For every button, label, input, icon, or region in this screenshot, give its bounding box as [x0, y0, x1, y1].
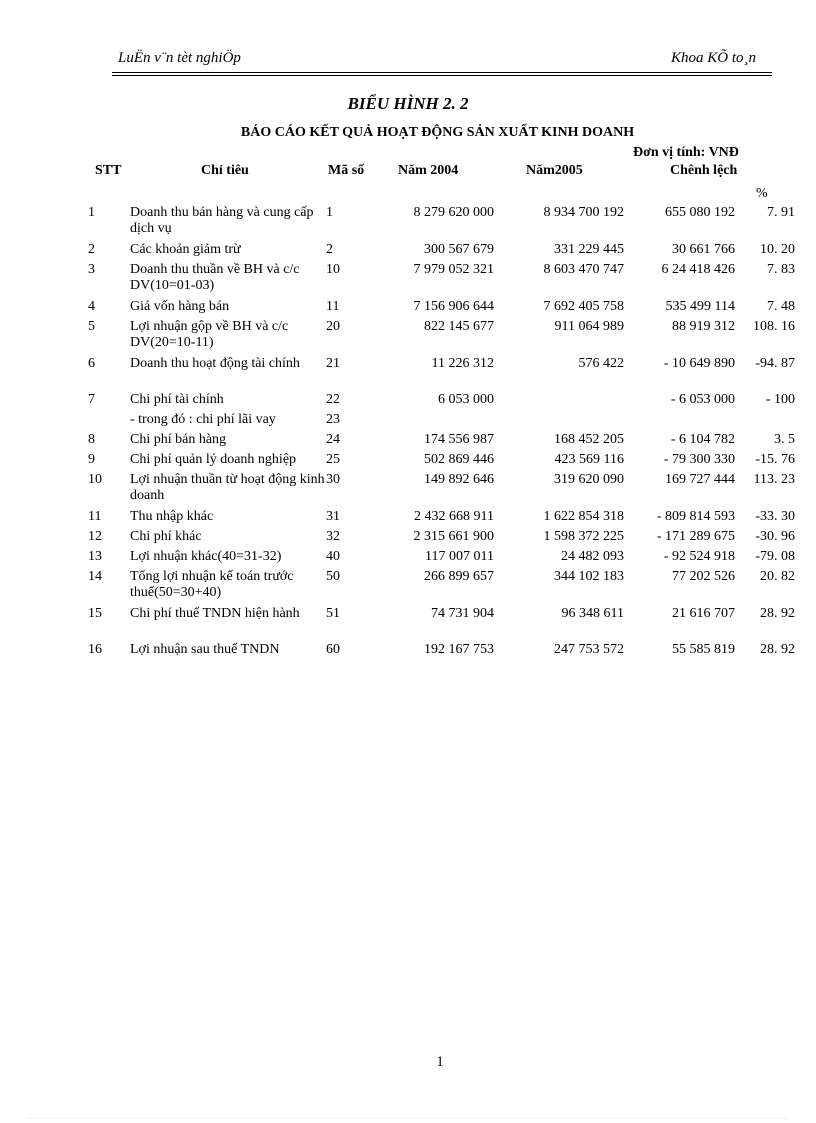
row-value-pct: 28. 92	[760, 606, 795, 621]
row-code: 10	[326, 262, 340, 277]
row-value-2004: 7 979 052 321	[413, 262, 494, 277]
row-value-diff: - 92 524 918	[663, 549, 735, 564]
row-name: Chi phí quản lý doanh nghiệp	[130, 452, 297, 467]
row-value-2004: 174 556 987	[424, 432, 494, 447]
figure-title: BIỂU HÌNH 2. 2	[347, 94, 469, 113]
row-value-pct: 20. 82	[760, 569, 795, 584]
row-name: Thu nhập khác	[130, 509, 214, 524]
row-code: 50	[326, 569, 340, 584]
row-stt: 5	[88, 319, 95, 334]
row-code: 25	[326, 452, 340, 467]
header-rule	[112, 72, 772, 73]
row-value-pct: 113. 23	[753, 472, 795, 487]
row-code: 31	[326, 509, 340, 524]
row-value-2005: 96 348 611	[561, 606, 624, 621]
row-value-2005: 1 598 372 225	[543, 529, 624, 544]
row-value-pct: -33. 30	[755, 509, 795, 524]
row-value-2005: 8 603 470 747	[543, 262, 624, 277]
row-name: Doanh thu bán hàng và cung cấp dịch vụ	[130, 205, 314, 236]
row-value-2004: 2 315 661 900	[413, 529, 494, 544]
row-stt: 6	[88, 356, 95, 371]
row-name: Chi phí thuế TNDN hiện hành	[130, 606, 300, 621]
row-value-2005: 319 620 090	[554, 472, 624, 487]
row-value-diff: - 809 814 593	[656, 509, 735, 524]
row-value-2005: 331 229 445	[554, 242, 624, 257]
row-value-2004: 502 869 446	[424, 452, 494, 467]
row-value-2004: 117 007 011	[425, 549, 494, 564]
column-header-2004: Năm 2004	[398, 163, 459, 178]
row-code: 51	[326, 606, 340, 621]
row-name: Tổng lợi nhuận kế toán trước thuế(50=30+40)	[130, 569, 294, 600]
row-stt: 13	[88, 549, 102, 564]
row-value-diff: 55 585 819	[672, 642, 735, 657]
page-number: 1	[436, 1054, 444, 1070]
row-code: 60	[326, 642, 340, 657]
row-value-2005: 7 692 405 758	[543, 299, 624, 314]
row-value-2005: 344 102 183	[554, 569, 624, 584]
row-code: 21	[326, 356, 340, 371]
row-value-pct: -30. 96	[755, 529, 795, 544]
column-header-diff: Chênh lệch	[670, 163, 738, 178]
row-value-2004: 6 053 000	[438, 392, 494, 407]
row-value-diff: 6 24 418 426	[661, 262, 735, 277]
row-name: Lợi nhuận gộp về BH và c/c DV(20=10-11)	[130, 319, 289, 350]
row-value-pct: -15. 76	[755, 452, 795, 467]
unit-label: Đơn vị tính: VNĐ	[633, 145, 739, 160]
row-value-2004: 149 892 646	[424, 472, 494, 487]
row-stt: 4	[88, 299, 95, 314]
header-left-text: LuËn v¨n tèt nghiÖp	[118, 50, 241, 66]
row-stt: 12	[88, 529, 102, 544]
row-value-pct: -79. 08	[755, 549, 795, 564]
row-code: 20	[326, 319, 340, 334]
row-name: Giá vốn hàng bán	[130, 299, 230, 314]
row-value-diff: 77 202 526	[672, 569, 735, 584]
row-value-diff: 169 727 444	[665, 472, 735, 487]
row-stt: 14	[88, 569, 102, 584]
row-value-diff: - 79 300 330	[663, 452, 735, 467]
row-value-2004: 8 279 620 000	[413, 205, 494, 220]
row-value-2005: 1 622 854 318	[543, 509, 624, 524]
row-value-pct: 7. 91	[767, 205, 795, 220]
column-header-pct: %	[756, 186, 768, 201]
row-name: Lợi nhuận khác(40=31-32)	[130, 549, 282, 564]
row-code: 32	[326, 529, 340, 544]
row-name: Các khoản giảm trừ	[130, 242, 241, 257]
report-title: BÁO CÁO KẾT QUẢ HOẠT ĐỘNG SẢN XUẤT KINH DOANH	[240, 125, 635, 140]
row-value-2005: 576 422	[578, 356, 624, 371]
row-name: Chi phí bán hàng	[130, 432, 227, 447]
row-stt: 15	[88, 606, 102, 621]
row-value-diff: - 10 649 890	[663, 356, 735, 371]
row-code: 1	[326, 205, 333, 220]
row-value-2004: 74 731 904	[431, 606, 494, 621]
row-stt: 8	[88, 432, 95, 447]
row-value-pct: 3. 5	[774, 432, 795, 447]
row-code: 24	[326, 432, 340, 447]
row-value-pct: 7. 48	[767, 299, 795, 314]
header-right-text: Khoa KÕ to¸n	[670, 50, 756, 66]
row-value-diff: 655 080 192	[665, 205, 735, 220]
row-value-2005: 8 934 700 192	[543, 205, 624, 220]
column-header-2005: Năm2005	[526, 163, 583, 178]
row-value-2005: 168 452 205	[554, 432, 624, 447]
row-value-pct: -94. 87	[755, 356, 795, 371]
footer-rule	[28, 1118, 788, 1119]
row-code: 11	[326, 299, 340, 314]
row-value-2004: 11 226 312	[431, 356, 494, 371]
row-name: Doanh thu thuần về BH và c/c DV(10=01-03)	[130, 262, 300, 293]
row-value-diff: - 6 053 000	[670, 392, 735, 407]
row-value-2004: 7 156 906 644	[413, 299, 494, 314]
row-value-2004: 2 432 668 911	[414, 509, 494, 524]
row-stt: 10	[88, 472, 102, 487]
row-value-pct: 7. 83	[767, 262, 795, 277]
row-name: Lợi nhuận thuần từ hoạt động kinh doanh	[130, 472, 325, 503]
row-stt: 16	[88, 642, 102, 657]
row-value-2005: 24 482 093	[561, 549, 624, 564]
row-value-pct: 10. 20	[760, 242, 795, 257]
row-stt: 2	[88, 242, 95, 257]
row-name: Doanh thu hoạt động tài chính	[130, 356, 300, 371]
row-value-diff: - 171 289 675	[656, 529, 735, 544]
row-value-diff: 21 616 707	[672, 606, 735, 621]
row-value-pct: 108. 16	[753, 319, 795, 334]
row-value-pct: - 100	[765, 392, 795, 407]
row-stt: 1	[88, 205, 95, 220]
row-value-diff: 88 919 312	[672, 319, 735, 334]
row-value-2004: 822 145 677	[424, 319, 494, 334]
column-header-code: Mã số	[328, 163, 365, 178]
row-stt: 11	[88, 509, 102, 524]
row-stt: 3	[88, 262, 95, 277]
row-code: 30	[326, 472, 340, 487]
row-value-diff: 535 499 114	[665, 299, 735, 314]
row-code: 2	[326, 242, 333, 257]
row-name: Lợi nhuận sau thuế TNDN	[130, 642, 280, 657]
row-value-2004: 300 567 679	[424, 242, 494, 257]
row-name: - trong đó : chi phí lãi vay	[130, 412, 276, 427]
row-value-pct: 28. 92	[760, 642, 795, 657]
row-value-2005: 247 753 572	[554, 642, 624, 657]
row-code: 22	[326, 392, 340, 407]
row-value-2005: 423 569 116	[554, 452, 624, 467]
row-value-2005: 911 064 989	[554, 319, 624, 334]
header-rule-second	[112, 75, 772, 76]
row-value-2004: 266 899 657	[424, 569, 494, 584]
row-value-diff: - 6 104 782	[670, 432, 735, 447]
row-code: 23	[326, 412, 340, 427]
row-stt: 9	[88, 452, 95, 467]
row-name: Chi phí tài chính	[130, 392, 224, 407]
row-code: 40	[326, 549, 340, 564]
row-value-diff: 30 661 766	[672, 242, 735, 257]
column-header-stt: STT	[95, 163, 122, 178]
column-header-name: Chỉ tiêu	[201, 163, 249, 178]
row-name: Chi phí khác	[130, 529, 202, 544]
row-value-2004: 192 167 753	[424, 642, 494, 657]
row-stt: 7	[88, 392, 95, 407]
